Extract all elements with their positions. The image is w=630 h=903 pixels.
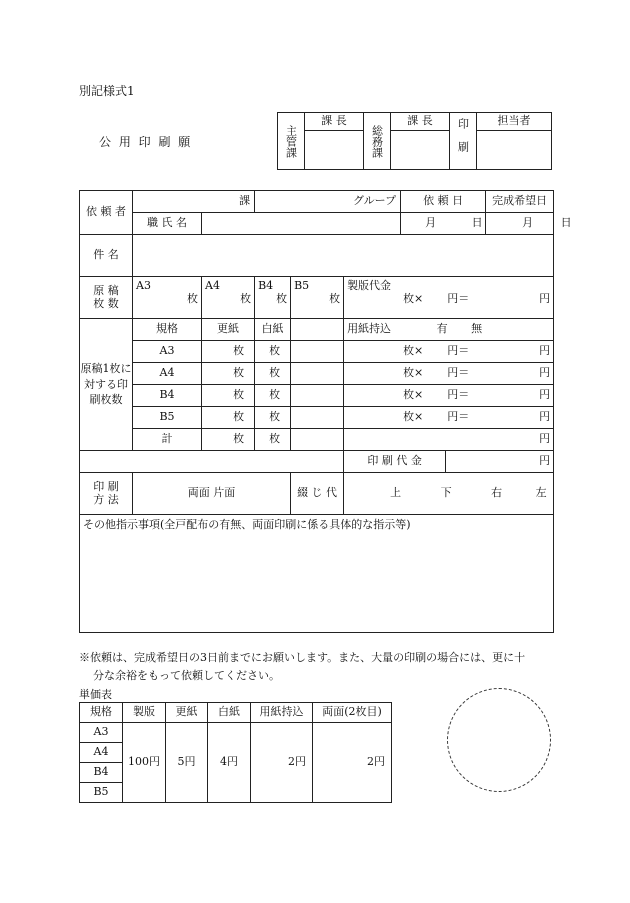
form-id: 別記様式1: [79, 84, 135, 98]
formula-yen-eq: 円＝: [447, 388, 470, 402]
formula-yen-eq: 円＝: [447, 291, 470, 305]
price-head-plate: 製版: [123, 703, 166, 723]
method-label-a: 印 刷: [93, 479, 119, 493]
formula-yen-eq: 円＝: [447, 344, 470, 358]
manuscript-label-b: 枚 数: [93, 296, 119, 310]
price-bring: 2円: [251, 723, 313, 803]
price-size-a4: A4: [80, 743, 123, 763]
other-instructions[interactable]: その他指示事項(全戸配布の有無、両面印刷に係る具体的な指示等): [80, 515, 554, 633]
manuscript-unit: 枚: [187, 291, 198, 305]
fee-formula[interactable]: [344, 407, 554, 429]
formula-sheets: 枚×: [403, 344, 424, 358]
print-fee-label: 印 刷 代 金: [344, 451, 446, 473]
per-sheet-label: 原稿1枚に対する印刷枚数: [80, 319, 133, 451]
manuscript-a4[interactable]: [202, 277, 255, 319]
request-date-label: 依 頼 日: [401, 191, 486, 213]
subject-label: 件 名: [80, 235, 133, 277]
plate-fee-cell[interactable]: [344, 277, 554, 319]
binding-bottom[interactable]: 下: [440, 486, 452, 500]
manuscript-unit: 枚: [329, 291, 341, 305]
fee-formula[interactable]: [344, 341, 554, 363]
person-stamp[interactable]: [477, 131, 552, 170]
print-fee-field[interactable]: 円: [446, 451, 554, 473]
chief-stamp-1[interactable]: [305, 131, 364, 170]
blank-cell: [291, 407, 344, 429]
due-date-field[interactable]: [486, 213, 572, 235]
binding-left[interactable]: 左: [535, 486, 547, 500]
notice-line-2: 分な余裕をもって依頼してください。: [93, 669, 280, 682]
paper-bring-yes[interactable]: 有: [436, 322, 448, 336]
fee-formula[interactable]: [344, 363, 554, 385]
manuscript-size-b5: B5: [294, 279, 310, 292]
page-title: 公 用 印 刷 願: [99, 135, 193, 149]
manuscript-size-a3: A3: [136, 279, 151, 292]
price-table: [79, 702, 392, 803]
binding-top[interactable]: 上: [390, 486, 402, 500]
person-label: 担当者: [477, 113, 552, 131]
manuscript-label-a: 原 稿: [93, 283, 119, 297]
notice-line-1: ※依頼は、完成希望日の3日前までにお願いします。また、大量の印刷の場合には、更に十: [79, 651, 526, 664]
due-day: 日: [560, 216, 572, 230]
method-options[interactable]: 両面 片面: [133, 473, 291, 515]
price-paper: 5円: [166, 723, 208, 803]
due-date-label: 完成希望日: [486, 191, 554, 213]
staff-name-label: 職 氏 名: [133, 213, 202, 235]
price-head-duplex: 両面(2枚目): [313, 703, 392, 723]
paper-bring-label: 用紙持込: [347, 322, 392, 336]
manuscript-unit: 枚: [240, 291, 252, 305]
chief-label-2: 課 長: [391, 113, 450, 131]
paper-bring-cell[interactable]: [344, 319, 554, 341]
manuscript-size-b4: B4: [258, 279, 274, 292]
formula-yen: 円: [539, 410, 551, 424]
paper-count[interactable]: 枚: [202, 407, 255, 429]
formula-sheets: 枚×: [403, 291, 424, 305]
formula-yen: 円: [539, 388, 551, 402]
white-count[interactable]: 枚: [255, 341, 291, 363]
white-total[interactable]: 枚: [255, 429, 291, 451]
row-total: 計: [133, 429, 202, 451]
white-count[interactable]: 枚: [255, 385, 291, 407]
manuscript-size-a4: A4: [205, 279, 220, 292]
price-plate: 100円: [123, 723, 166, 803]
formula-yen-eq: 円＝: [447, 366, 470, 380]
paper-count[interactable]: 枚: [202, 363, 255, 385]
formula-sheets: 枚×: [403, 366, 424, 380]
price-size-a3: A3: [80, 723, 123, 743]
main-dept-cell: [278, 113, 305, 170]
request-date-field[interactable]: [401, 213, 486, 235]
formula-yen: 円: [539, 366, 551, 380]
request-month: 月: [425, 216, 437, 230]
request-day: 日: [471, 216, 483, 230]
general-affairs-label: 総務課: [370, 124, 384, 158]
row-size-a4: A4: [133, 363, 202, 385]
print-fee-blank: [80, 451, 344, 473]
white-count[interactable]: 枚: [255, 363, 291, 385]
paper-total[interactable]: 枚: [202, 429, 255, 451]
blank-cell: [291, 385, 344, 407]
main-form: [79, 190, 572, 633]
chief-stamp-2[interactable]: [391, 131, 450, 170]
row-size-b5: B5: [133, 407, 202, 429]
general-affairs-cell: [364, 113, 391, 170]
price-size-b5: B5: [80, 783, 123, 803]
subject-field[interactable]: [133, 235, 554, 277]
paper-count[interactable]: 枚: [202, 341, 255, 363]
row-size-a3: A3: [133, 341, 202, 363]
price-head-paper: 更紙: [166, 703, 208, 723]
blank-cell: [291, 363, 344, 385]
formula-yen: 円: [539, 291, 551, 305]
paper-bring-no[interactable]: 無: [471, 322, 483, 336]
head-size: 規格: [133, 319, 202, 341]
price-size-b4: B4: [80, 763, 123, 783]
method-label-b: 方 法: [93, 492, 119, 506]
seal-circle: [447, 688, 551, 792]
plate-fee-label: 製版代金: [347, 279, 392, 292]
price-white: 4円: [208, 723, 251, 803]
manuscript-label: [80, 277, 133, 319]
white-count[interactable]: 枚: [255, 407, 291, 429]
blank-cell: [291, 429, 344, 451]
head-paper: 更紙: [202, 319, 255, 341]
formula-yen-eq: 円＝: [447, 410, 470, 424]
head-white: 白紙: [255, 319, 291, 341]
formula-sheets: 枚×: [403, 410, 424, 424]
staff-name-field[interactable]: [202, 213, 401, 235]
binding-right[interactable]: 右: [491, 486, 503, 500]
row-size-b4: B4: [133, 385, 202, 407]
manuscript-a3[interactable]: [133, 277, 202, 319]
manuscript-unit: 枚: [276, 291, 288, 305]
price-head-white: 白紙: [208, 703, 251, 723]
formula-yen: 円: [539, 344, 551, 358]
manuscript-b4[interactable]: [255, 277, 291, 319]
price-head-bring: 用紙持込: [251, 703, 313, 723]
price-table-title: 単価表: [79, 688, 112, 701]
manuscript-b5[interactable]: [291, 277, 344, 319]
method-label: [80, 473, 133, 515]
main-dept-label: 主管課: [284, 124, 298, 158]
due-month: 月: [522, 216, 534, 230]
fee-formula[interactable]: [344, 385, 554, 407]
total-fee[interactable]: 円: [344, 429, 554, 451]
binding-label: 綴 じ 代: [291, 473, 344, 515]
dept-ka[interactable]: 課: [133, 191, 255, 213]
group-field[interactable]: グループ: [255, 191, 401, 213]
chief-label-1: 課 長: [305, 113, 364, 131]
binding-options[interactable]: [344, 473, 554, 515]
approval-box: [277, 112, 552, 170]
requester-label: 依 頼 者: [80, 191, 133, 235]
seal-label: 印刷: [456, 118, 470, 164]
paper-count[interactable]: 枚: [202, 385, 255, 407]
price-head-size: 規格: [80, 703, 123, 723]
head-blank: [291, 319, 344, 341]
blank-cell: [291, 341, 344, 363]
formula-sheets: 枚×: [403, 388, 424, 402]
seal-cell: [450, 113, 477, 170]
price-duplex: 2円: [313, 723, 392, 803]
